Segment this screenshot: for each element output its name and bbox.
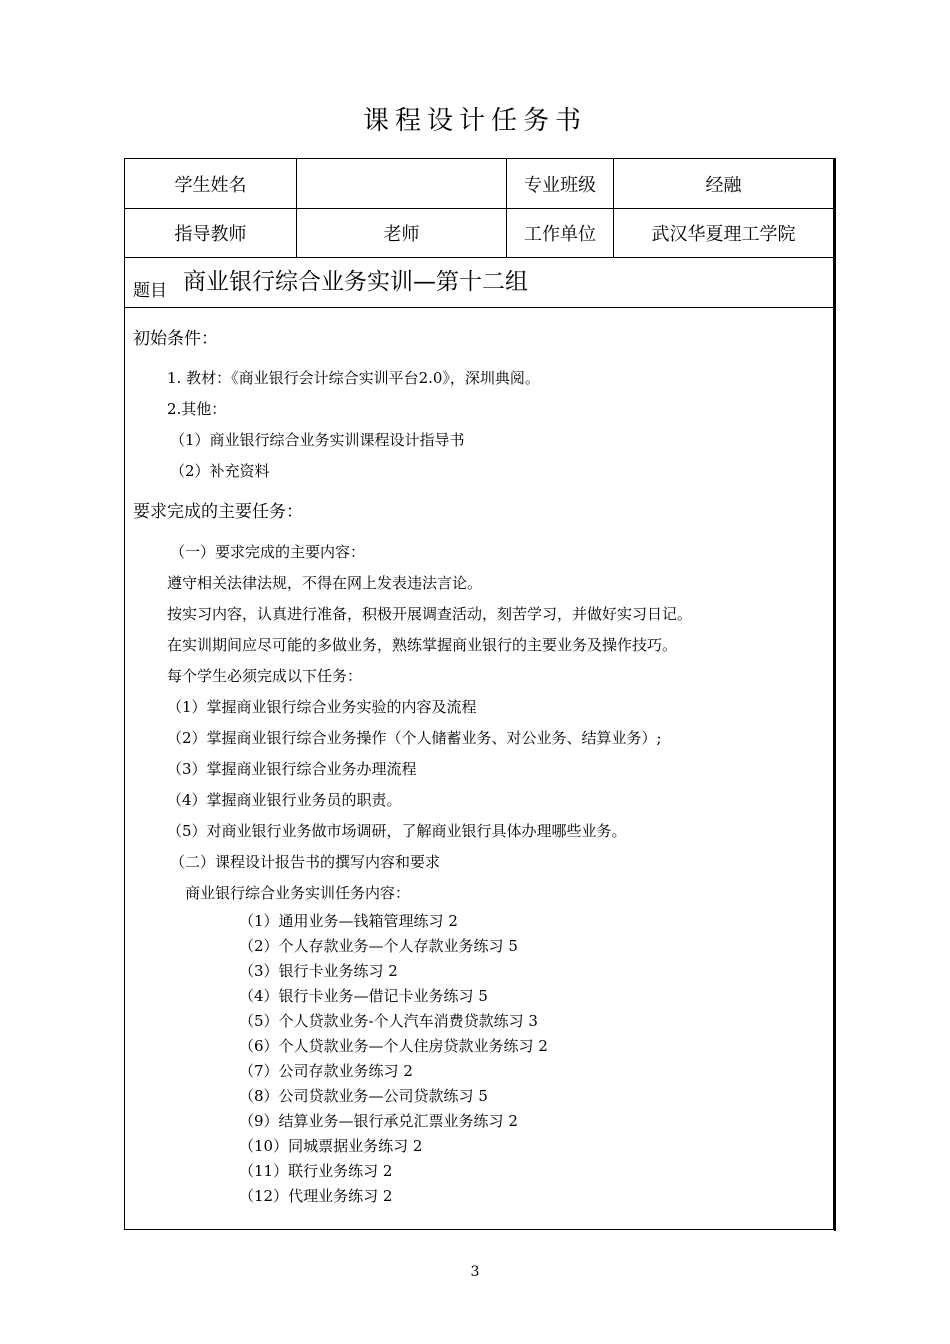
initial-line: 2.其他： (167, 400, 227, 418)
initial-line: （1）商业银行综合业务实训课程设计指导书 (170, 431, 465, 449)
initial-line: 1. 教材：《商业银行会计综合实训平台2.0》，深圳典阅。 (167, 369, 540, 387)
advisor-value: 老师 (383, 224, 420, 245)
task-item: （8）公司贷款业务—公司贷款练习 5 (239, 1087, 488, 1105)
task-line: （3）掌握商业银行综合业务办理流程 (167, 760, 417, 778)
task-form-table (124, 158, 834, 1230)
task-item: （1）通用业务—钱箱管理练习 2 (239, 912, 458, 930)
task-item: （12）代理业务练习 2 (239, 1187, 393, 1205)
task-item: （11）联行业务练习 2 (239, 1162, 393, 1180)
task-line: 按实习内容，认真进行准备，积极开展调查活动，刻苦学习，并做好实习日记。 (167, 605, 693, 623)
row-divider (125, 257, 833, 258)
task-line: （4）掌握商业银行业务员的职责。 (167, 791, 402, 809)
major-class-value: 经融 (705, 174, 742, 196)
task-item: （7）公司存款业务练习 2 (239, 1062, 413, 1080)
page-title: 课程设计任务书 (362, 106, 587, 136)
task-line: （一）要求完成的主要内容： (170, 543, 366, 561)
task-item: （6）个人贷款业务—个人住房贷款业务练习 2 (239, 1037, 548, 1055)
task-line: （5）对商业银行业务做市场调研，了解商业银行具体办理哪些业务。 (167, 822, 627, 840)
task-line: （1）掌握商业银行综合业务实验的内容及流程 (167, 698, 477, 716)
table-right-border (834, 158, 836, 1231)
task-item: （10）同城票据业务练习 2 (239, 1137, 423, 1155)
advisor-label: 指导教师 (174, 224, 247, 245)
task-item: （4）银行卡业务—借记卡业务练习 5 (239, 987, 488, 1005)
topic-value: 商业银行综合业务实训—第十二组 (183, 269, 528, 295)
row-divider (125, 307, 833, 308)
task-line: （2）掌握商业银行综合业务操作（个人储蓄业务、对公业务、结算业务）; (167, 729, 662, 747)
student-name-label: 学生姓名 (174, 174, 247, 196)
task-line: 每个学生必须完成以下任务： (167, 667, 363, 685)
task-item: （5）个人贷款业务-个人汽车消费贷款练习 3 (239, 1012, 538, 1030)
task-item: （2）个人存款业务—个人存款业务练习 5 (239, 937, 518, 955)
work-unit-label: 工作单位 (524, 224, 596, 245)
task-line: 在实训期间应尽可能的多做业务，熟练掌握商业银行的主要业务及操作技巧。 (167, 636, 678, 654)
main-tasks-heading: 要求完成的主要任务： (133, 502, 303, 522)
task-line: 遵守相关法律法规，不得在网上发表违法言论。 (167, 574, 483, 592)
major-class-label: 专业班级 (524, 174, 596, 196)
student-name-field (297, 159, 506, 208)
task-item: （3）银行卡业务练习 2 (239, 962, 398, 980)
task-line: （二）课程设计报告书的撰写内容和要求 (170, 853, 441, 871)
task-item: （9）结算业务—银行承兑汇票业务练习 2 (239, 1112, 518, 1130)
topic-label: 题目 (133, 281, 167, 301)
initial-line: （2）补充资料 (170, 462, 270, 480)
work-unit-value: 武汉华夏理工学院 (651, 224, 796, 245)
initial-conditions-heading: 初始条件： (133, 329, 218, 349)
page-number: 3 (470, 1264, 480, 1280)
task-line: 商业银行综合业务实训任务内容： (185, 884, 411, 902)
